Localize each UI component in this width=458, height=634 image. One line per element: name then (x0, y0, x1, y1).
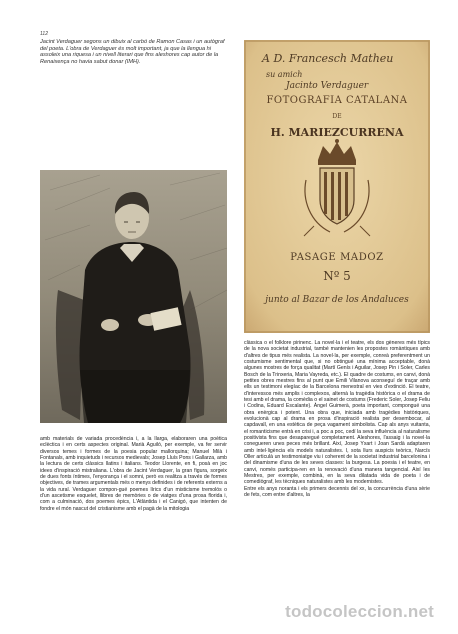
paragraph: amb materials de variada procedència i, a la llarga, elaboraren una poètica eclèctica i en certs aspectes original. Marià Aguiló, per exemple, va fer servir diversos temes i formes de la poesia popular mallorquina; Manuel Milà i Fontanals, amb inquietuds i recursos medievals; Josep Lluís Pons i Gallarza, amb la lectura de certs clàssics llatins i italians. Teodor Llorente, en fi, posà en joc idees d'inspiració mistraliana. L'obra de Jacint Verdaguer, la gran figura, sorgeix de dues fonts íntimes, l'enyorança i el somni, però es realitza a través de formes objectives, de trames argumentals més o menys definides i de referents externs a la vida rural. Verdaguer compon-gué poemes lírics d'un misticisme tremolós o d'un ascetisme esquelet, llibres de memòries o de viatges d'una prosa florida i, com a culminació, dos poemes èpics, L'Atlàntida i el Canigó, que intenten de fondre el món nascut del cristianisme amb el pagà de la mitologia (40, 436, 227, 512)
paragraph: clàssica o el folklore pirinenc. La novel·la i el teatre, els dos gèneres més típics de la nova societat industrial, també mantenien les propostes romàntiques amb d'altres de tipus més realista. La novel·la, per exemple, conreà preferentment un costumisme sentimental que, si no obtingué una mínima acceptable, donà algunes mostres de força qualitat (Martí Genís i Aguilar, Josep Pin i Soler, Carles Bosch de la Trinxeria, Maria Vayreda, etc.). El quadre de costums, en canvi, donà petites obres mestres fins al punt que Emili Vilanova aconseguí de traçar amb ells un testimoni elegíac de la Barcelona menestral en vies d'extinció. El teatre, d'interessos més amplis i complexos, alternà la tragèdia històrica o el drama de tesi amb el drama, la comèdia o el sainet de costums (Frederic Soler, Josep Feliu i Codina, Eduard Escalante). Àngel Guimerà, poeta important, compongué una obra enèrgica i potent. Una obra que, iniciada amb tragèdies històriques, evolucionà cap al drama en prosa d'inspiració realista per desembocar, al capdavall, en una estètica de peça vagament simbolista. Cap als anys vuitanta, el romanticisme entrà en crisi i, a poc a poc, cedí la seva influència al naturalisme positivista fins que desaparegué completament. Aleshores, l'assaig i la novel·la conegueren unes peces més brillant. Així, Josep Yxart i Joan Sardà adaptaren amb intel·ligència els models naturalistes. I, sota llurs auspicis teòrics, Narcís Oller articulà un testimoniatge viu i coherent de la societat industrial barcelonina i del dinamisme d'una de les seves classes: la burgesa. La poesia i el teatre, en canvi, només participa-ren en la renovació d'una manera tangencial. Així les Mestres, per exemple, combinà, en la seva dilatada vida de poeta i de comediògraf, les tècniques naturalistes amb les modernistes. (244, 340, 430, 486)
inscription-signature: Jacinto Verdaguer (286, 81, 369, 91)
studio-de: DE (332, 113, 342, 120)
signed-photo-card (244, 40, 430, 333)
inscription-line1: A D. Francesch Matheu (262, 52, 394, 65)
site-watermark: todocoleccion.net (285, 602, 434, 621)
body-column-right (244, 340, 430, 498)
address-line3: junto al Bazar de los Andaluces (265, 295, 409, 305)
figure-caption (40, 39, 225, 65)
charcoal-portrait (40, 170, 227, 423)
inscription-line2: su amich (266, 70, 303, 79)
body-column-left (40, 436, 227, 512)
page-number: 112 (40, 31, 48, 37)
paragraph: Entre els anys noranta i els primers decennis del xx, la concurrència d'una sèrie de fets, com entre d'altres, la (244, 485, 430, 498)
caption-text: Jacint Verdaguer segons un dibuix al carbó de Ramon Casas i un autògraf del poeta. L'obra de Verdaguer és molt important, ja que la llengua hi assoleix una riquesa i un nivell literari que fins aleshores cap autor de la Renaixença no havia sabut donar (IMH). (40, 39, 225, 65)
address-line2: Nº 5 (323, 269, 351, 283)
address-line1: PASAGE MADOZ (290, 252, 384, 263)
studio-name: H. MARIEZCURRENA (270, 126, 404, 139)
studio-header: FOTOGRAFIA CATALANA (266, 95, 408, 106)
